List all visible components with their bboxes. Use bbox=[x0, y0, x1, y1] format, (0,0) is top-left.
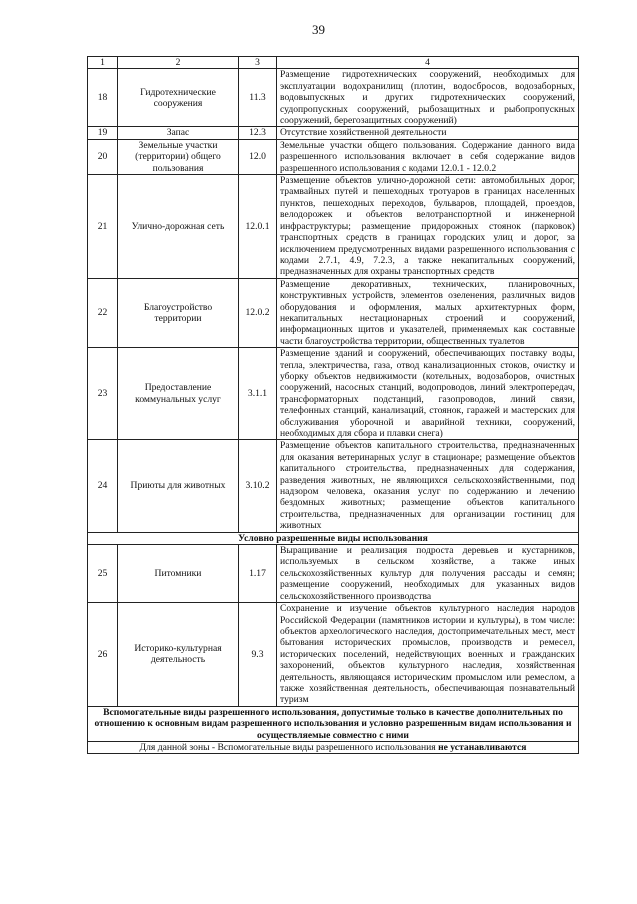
row-number: 25 bbox=[88, 545, 118, 603]
section-heading: Условно разрешенные виды использования bbox=[88, 532, 579, 544]
use-type-code: 12.0.2 bbox=[239, 278, 277, 347]
section-row-conditional bbox=[88, 532, 579, 544]
table-row bbox=[88, 278, 579, 347]
table-row bbox=[88, 603, 579, 707]
use-type-description: Размещение зданий и сооружений, обеспечивающих поставку воды, тепла, электричества, газа, отвод канализационных стоков, очистку и уборку объектов недвижимости (котельных, водозаборов, очистных сооружений, насосных станций, водопроводов, линий электропередач, трансформаторных подстанций, газопроводов, линий связи, телефонных станций, канализаций, стоянок, гаражей и мастерских для обслуживания уборочной и аварийной техники, сооружений, необходимых для сбора и плавки снега) bbox=[277, 348, 579, 440]
use-type-description: Размещение объектов улично-дорожной сети: автомобильных дорог, трамвайных путей и пешеходных тротуаров в границах населенных пунктов, пешеходных переходов, бульваров, площадей, проездов, велодорожек и объектов велотранспортной и инженерной инфраструктуры; размещение придорожных стоянок (парковок) транспортных средств в границах городских улиц и дорог, за исключением предусмотренных видами разрешенного использования с кодами 2.7.1, 4.9, 7.2.3, а также некапитальных сооружений, предназначенных для охраны транспортных средств bbox=[277, 175, 579, 279]
use-type-code: 1.17 bbox=[239, 545, 277, 603]
header-cell: 2 bbox=[118, 57, 239, 69]
table-row bbox=[88, 440, 579, 532]
table-row bbox=[88, 139, 579, 174]
header-cell: 3 bbox=[239, 57, 277, 69]
use-type-code: 3.10.2 bbox=[239, 440, 277, 532]
use-type-name: Гидротехнические сооружения bbox=[118, 69, 239, 127]
page-number: 39 bbox=[312, 22, 325, 37]
header-cell: 4 bbox=[277, 57, 579, 69]
table-row bbox=[88, 69, 579, 127]
use-type-name: Земельные участки (территории) общего пользования bbox=[118, 139, 239, 174]
auxiliary-heading: Вспомогательные виды разрешенного использования, допустимые только в качестве дополнительных по отношению к основным видам разрешенного использования и условно разрешенным видам использования и осуществляемые совместно с ними bbox=[88, 706, 579, 741]
use-type-code: 11.3 bbox=[239, 69, 277, 127]
auxiliary-heading-row bbox=[88, 706, 579, 741]
table-header-row bbox=[88, 57, 579, 69]
row-number: 22 bbox=[88, 278, 118, 347]
use-type-name: Запас bbox=[118, 127, 239, 139]
auxiliary-note bbox=[88, 741, 579, 753]
use-type-description: Земельные участки общего пользования. Содержание данного вида разрешенного использования включает в себя содержание видов разрешенного использования с кодами 12.0.1 - 12.0.2 bbox=[277, 139, 579, 174]
land-use-table bbox=[87, 56, 579, 754]
row-number: 21 bbox=[88, 175, 118, 279]
row-number: 23 bbox=[88, 348, 118, 440]
use-type-description: Сохранение и изучение объектов культурного наследия народов Российской Федерации (памятников истории и культуры), в том числе: объектов археологического наследия, достопримечательных мест, мест бытования исторических промыслов, производств и ремесел, исторических поселений, недействующих военных и гражданских захоронений, объектов культурного наследия, хозяйственная деятельность, являющаяся историческим промыслом или ремеслом, а также хозяйственная деятельность, обеспечивающая познавательный туризм bbox=[277, 603, 579, 707]
use-type-code: 3.1.1 bbox=[239, 348, 277, 440]
use-type-description: Размещение объектов капитального строительства, предназначенных для оказания ветеринарных услуг в стационаре; размещение объектов капитального строительства, предназначенных для содержания, разведения животных, не являющихся сельскохозяйственными, под надзором человека, оказания услуг по содержанию и лечению бездомных животных; размещение объектов капитального строительства, предназначенных для организации гостиниц для животных bbox=[277, 440, 579, 532]
row-number: 18 bbox=[88, 69, 118, 127]
use-type-description: Размещение гидротехнических сооружений, необходимых для эксплуатации водохранилищ (плотин, водосбросов, водозаборных, водовыпускных и других гидротехнических сооружений, судопропускных сооружений, рыбозащитных и рыбопропускных сооружений, берегозащитных сооружений) bbox=[277, 69, 579, 127]
row-number: 24 bbox=[88, 440, 118, 532]
use-type-name: Питомники bbox=[118, 545, 239, 603]
use-type-code: 9.3 bbox=[239, 603, 277, 707]
use-type-name: Историко-культурная деятельность bbox=[118, 603, 239, 707]
auxiliary-note-row bbox=[88, 741, 579, 753]
table-row bbox=[88, 175, 579, 279]
row-number: 20 bbox=[88, 139, 118, 174]
use-type-name: Приюты для животных bbox=[118, 440, 239, 532]
use-type-name: Предоставление коммунальных услуг bbox=[118, 348, 239, 440]
row-number: 19 bbox=[88, 127, 118, 139]
table-row bbox=[88, 348, 579, 440]
use-type-code: 12.3 bbox=[239, 127, 277, 139]
use-type-description: Выращивание и реализация подроста деревьев и кустарников, используемых в сельском хозяйстве, а также иных сельскохозяйственных культур для получения рассады и семян; размещение сооружений, необходимых для указанных видов сельскохозяйственного производства bbox=[277, 545, 579, 603]
header-cell: 1 bbox=[88, 57, 118, 69]
use-type-description: Отсутствие хозяйственной деятельности bbox=[277, 127, 579, 139]
table-row bbox=[88, 127, 579, 139]
auxiliary-note-emphasis: не устанавливаются bbox=[438, 741, 527, 753]
row-number: 26 bbox=[88, 603, 118, 707]
use-type-name: Благоустройство территории bbox=[118, 278, 239, 347]
use-type-code: 12.0.1 bbox=[239, 175, 277, 279]
use-type-code: 12.0 bbox=[239, 139, 277, 174]
use-type-description: Размещение декоративных, технических, планировочных, конструктивных устройств, элементов озеленения, различных видов оборудования и оформления, малых архитектурных форм, некапитальных нестационарных строений и сооружений, информационных щитов и указателей, применяемых как составные части благоустройства территории, общественных туалетов bbox=[277, 278, 579, 347]
table-row bbox=[88, 545, 579, 603]
auxiliary-note-text: Для данной зоны - Вспомогательные виды разрешенного использования bbox=[139, 741, 439, 753]
use-type-name: Улично-дорожная сеть bbox=[118, 175, 239, 279]
